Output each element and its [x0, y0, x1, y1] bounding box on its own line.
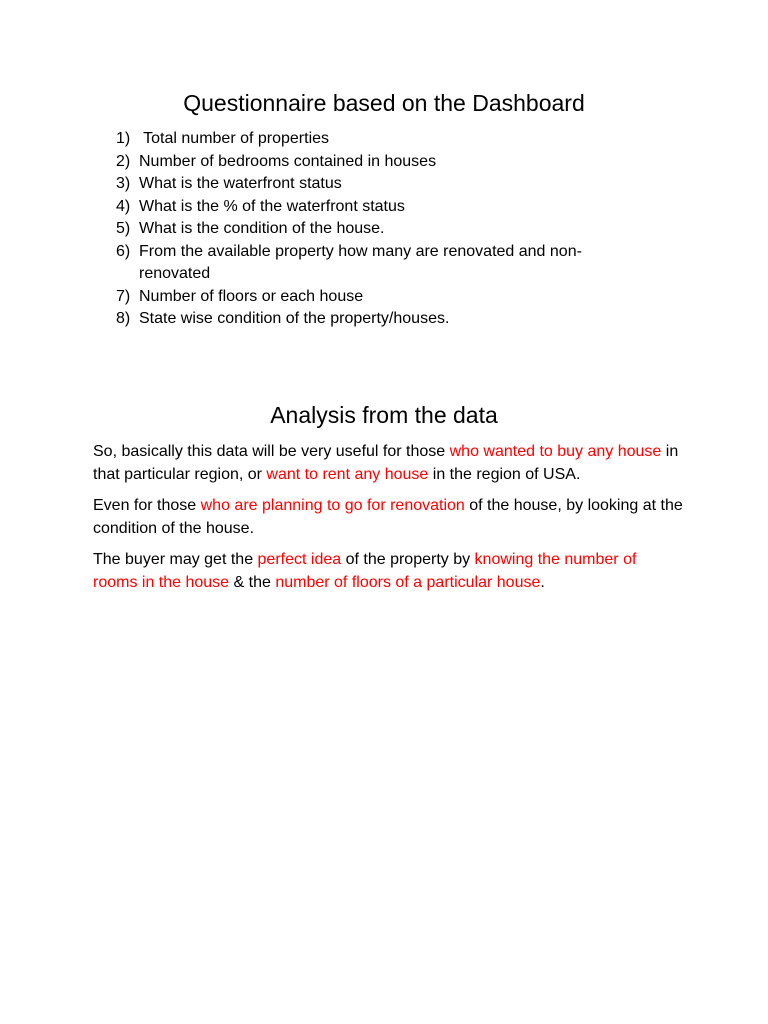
- list-item: [116, 308, 586, 331]
- highlighted-text: who are planning to go for renovation: [200, 497, 465, 514]
- paragraph-text: in the region of USA.: [428, 465, 581, 483]
- list-item-text: State wise condition of the property/houses.: [139, 310, 450, 327]
- list-item-number: 1): [116, 130, 131, 147]
- list-item: [116, 128, 586, 151]
- highlighted-text: perfect idea: [257, 551, 342, 568]
- list-item: [116, 151, 586, 174]
- list-item-text: What is the % of the waterfront status: [139, 197, 405, 215]
- highlighted-text: who wanted to buy any house: [449, 443, 662, 460]
- questionnaire-list: [116, 128, 586, 331]
- list-item-number: 2): [116, 152, 131, 170]
- list-item-number: 5): [116, 220, 131, 237]
- analysis-paragraph-1: [93, 441, 683, 486]
- paragraph-text: of the house, by looking at the condition of the house.: [93, 497, 683, 537]
- list-item: [116, 173, 586, 196]
- paragraph-text: The buyer may get the: [93, 551, 258, 568]
- analysis-title: Analysis from the data: [270, 402, 498, 428]
- list-item-number: 8): [116, 310, 131, 327]
- list-item-text: What is the waterfront status: [139, 175, 342, 192]
- paragraph-text: of the property by: [341, 551, 475, 568]
- list-item-text: Number of bedrooms contained in houses: [139, 152, 437, 170]
- list-item-text: Number of floors or each house: [139, 287, 364, 305]
- list-item-number: 4): [116, 197, 131, 215]
- paragraph-text: So, basically this data will be very useful for those: [93, 443, 450, 460]
- analysis-paragraph-2: [93, 495, 683, 540]
- list-item: [116, 241, 586, 286]
- questionnaire-title: Questionnaire based on the Dashboard: [183, 90, 585, 116]
- list-item-number: 6): [116, 242, 131, 260]
- paragraph-text: in that particular region, or: [93, 443, 679, 483]
- analysis-paragraph-3: [93, 549, 683, 594]
- list-item-text: From the available property how many are renovated and non-renovated: [139, 242, 582, 282]
- list-item: [116, 218, 586, 241]
- highlighted-text: knowing the number of rooms in the house: [93, 551, 637, 591]
- highlighted-text: number of floors of a particular house: [275, 573, 541, 591]
- list-item-number: 7): [116, 287, 131, 305]
- list-item: [116, 286, 586, 309]
- list-item-text: What is the condition of the house.: [139, 220, 385, 237]
- list-item: [116, 196, 586, 219]
- highlighted-text: want to rent any house: [266, 465, 429, 483]
- list-item-number: 3): [116, 175, 131, 192]
- list-item-text: Total number of properties: [139, 130, 330, 147]
- paragraph-text: & the: [229, 573, 276, 591]
- paragraph-text: Even for those: [93, 497, 201, 514]
- paragraph-text: .: [540, 573, 545, 591]
